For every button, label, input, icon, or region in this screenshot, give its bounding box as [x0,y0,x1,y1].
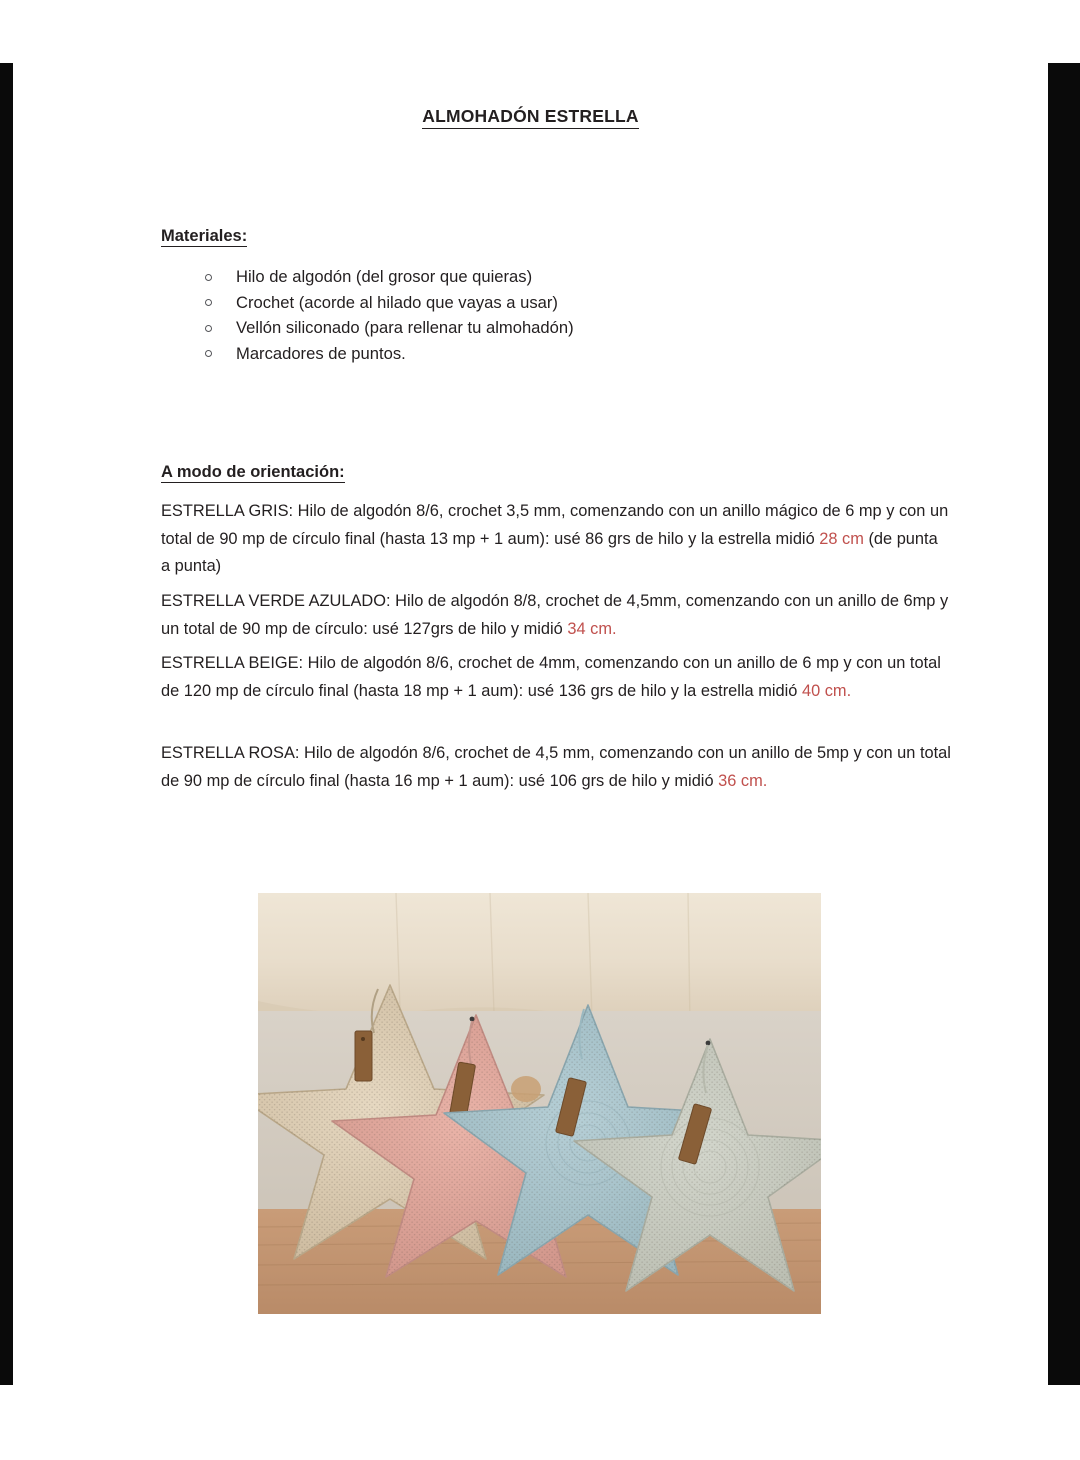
document-page [13,0,1048,1460]
paragraph-estrella-verde-azulado [161,588,951,643]
list-item [161,290,881,316]
orientation-heading-text: A modo de orientación: [161,463,345,481]
measurement-value: 36 cm. [718,771,768,790]
list-item [161,341,881,367]
viewer-right-edge-bar [1048,63,1080,1385]
list-item [161,264,881,290]
list-item-label: Marcadores de puntos. [236,343,406,363]
measurement-value: 40 cm. [801,681,852,700]
page-title [13,106,1048,127]
product-photo-illustration [258,893,821,1314]
materials-list [161,264,881,366]
viewer-left-edge-bar [0,63,13,1385]
paragraph-estrella-gris [161,498,951,581]
paragraph-text-before: ESTRELLA BEIGE: Hilo de algodón 8/6, crochet de 4mm, comenzando con un anillo de 6 mp y con un total de 120 mp de círculo final (hasta 18 mp + 1 aum): usé 136 grs de hilo y la estrella midió [161,654,941,700]
bullet-circle-icon [205,325,212,332]
paragraph-estrella-beige [161,650,951,705]
paragraph-text-before: ESTRELLA ROSA: Hilo de algodón 8/6, crochet de 4,5 mm, comenzando con un anillo de 5mp y con un total de 90 mp de círculo final (hasta 16 mp + 1 aum): usé 106 grs de hilo y midió [161,744,951,790]
list-item-label: Crochet (acorde al hilado que vayas a usar) [236,292,558,312]
bullet-circle-icon [205,299,212,306]
paragraph-text-before: ESTRELLA GRIS: Hilo de algodón 8/6, crochet 3,5 mm, comenzando con un anillo mágico de 6 mp y con un total de 90 mp de círculo final (hasta 13 mp + 1 aum): usé 86 grs de hilo y la estrella midió [161,502,949,548]
list-item [161,315,881,341]
materials-heading-text: Materiales: [161,227,248,245]
paragraph-text-after: (de punta a punta) [161,529,938,575]
measurement-value: 34 cm. [567,619,617,638]
bullet-circle-icon [205,274,212,281]
list-item-label: Vellón siliconado (para rellenar tu almohadón) [236,318,574,337]
materials-heading [161,227,247,246]
product-photo [258,893,821,1314]
measurement-value: 28 cm [819,529,864,548]
paragraph-text-before: ESTRELLA VERDE AZULADO: Hilo de algodón 8/8, crochet de 4,5mm, comenzando con un anillo de 6mp y un total de 90 mp de círculo: usé 127grs de hilo y midió [161,592,949,638]
page-title-text: ALMOHADÓN ESTRELLA [422,106,639,129]
paragraph-estrella-rosa [161,740,951,795]
orientation-heading [161,463,345,482]
bullet-circle-icon [205,350,212,357]
list-item-label: Hilo de algodón (del grosor que quieras) [236,267,533,286]
